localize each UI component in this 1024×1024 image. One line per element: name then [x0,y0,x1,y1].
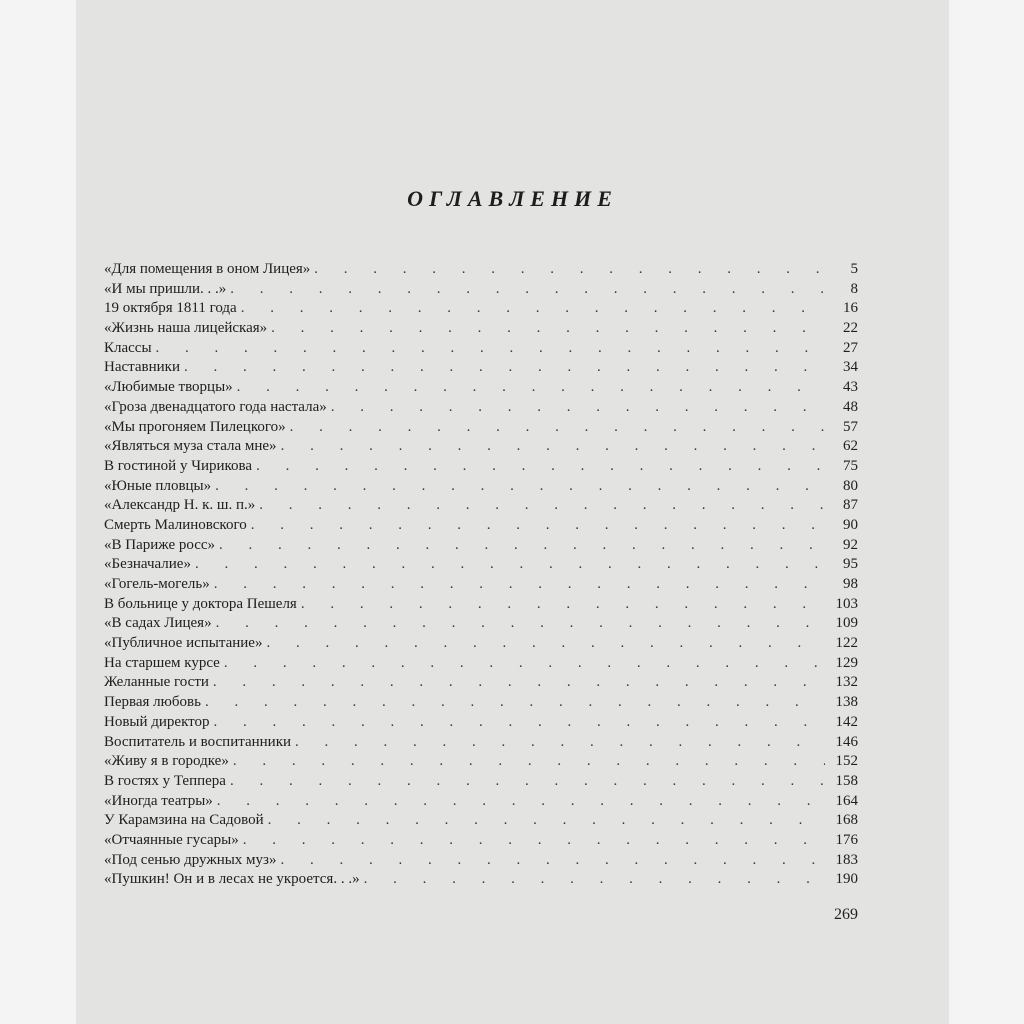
toc-entry-page: 8 [850,280,858,297]
toc-entry-title: «Под сенью дружных муз» [104,851,277,868]
toc-entry-title: В гостях у Теппера [104,772,226,789]
dot-leader [213,673,825,692]
toc-entry-title: Новый директор [104,713,210,730]
toc-entry-page: 183 [835,851,858,868]
dot-leader [301,595,825,614]
dot-leader [214,713,825,732]
toc-entry-title: «Иногда театры» [104,792,213,809]
toc-entry-page: 164 [835,792,858,809]
toc-entry-title: «В садах Лицея» [104,615,212,632]
toc-row [104,772,858,792]
toc-entry-title: Первая любовь [104,694,201,711]
toc-row [104,457,858,477]
toc-entry-page: 57 [843,418,858,435]
toc-row [104,851,858,871]
dot-leader [214,575,825,594]
dot-leader [259,496,825,515]
toc-entry-page: 87 [843,497,858,514]
toc-entry-page: 92 [843,536,858,553]
dot-leader [216,614,825,633]
toc-row [104,654,858,674]
dot-leader [184,358,825,377]
dot-leader [230,280,825,299]
dot-leader [205,693,825,712]
toc-entry-title: «И мы пришли. . .» [104,280,227,297]
dot-leader [241,299,825,318]
toc-row [104,555,858,575]
toc-entry-title: «Юные пловцы» [104,477,212,494]
dot-leader [195,555,825,574]
toc-entry-title: «Гроза двенадцатого года настала» [104,398,327,415]
toc-entry-page: 98 [843,576,858,592]
toc-entry-page: 43 [843,379,858,396]
dot-leader [314,260,825,279]
dot-leader [237,378,825,397]
toc-entry-title: Наставники [104,359,180,376]
toc-entry-page: 95 [843,556,858,573]
toc-entry-page: 80 [843,477,858,494]
toc-entry-title: «Пушкин! Он и в лесах не укроется. . .» [104,871,360,888]
toc-row [104,870,858,890]
toc-entry-page: 109 [835,615,858,632]
toc-row [104,260,858,280]
toc-row [104,477,858,497]
toc-row [104,496,858,516]
book-page [76,0,949,1024]
toc-row [104,378,858,398]
dot-leader [268,811,825,830]
toc-entry-page: 75 [843,457,858,474]
toc-entry-title: «Александр Н. к. ш. п.» [104,497,256,514]
dot-leader [256,457,825,476]
toc-entry-page: 158 [835,772,858,789]
toc-entry-page: 142 [835,713,858,730]
toc-entry-page: 168 [835,812,858,829]
toc-entry-page: 132 [835,674,858,691]
toc-entry-title: В гостиной у Чирикова [104,457,253,474]
toc-entry-page: 176 [835,831,858,848]
toc-entry-page: 27 [843,339,858,356]
toc-entry-page: 103 [835,595,858,612]
toc-row [104,693,858,713]
toc-entry-title: «Безначалие» [104,556,191,573]
toc-entry-title: Классы [104,339,152,356]
toc-row [104,339,858,359]
page-title: ОГЛАВЛЕНИЕ [407,186,618,211]
toc-entry-page: 190 [835,871,858,888]
toc-entry-title: «В Париже росс» [104,536,216,553]
toc-row [104,575,858,595]
toc-entry-title: У Карамзина на Садовой [104,812,264,829]
toc-entry-page: 122 [835,635,858,652]
toc-row [104,831,858,851]
toc-entry-page: 152 [835,753,858,770]
toc-entry-page: 62 [843,438,858,455]
toc-entry-page: 138 [835,694,858,711]
table-of-contents [104,260,858,890]
toc-entry-title: Желанные гости [104,674,209,691]
dot-leader [224,654,825,673]
toc-entry-title: «Живу я в городке» [104,753,229,770]
toc-entry-page: 34 [843,359,858,376]
toc-entry-title: «Гогель-могель» [104,576,210,592]
dot-leader [233,752,825,771]
dot-leader [271,319,825,338]
toc-entry-title: «Являться муза стала мне» [104,438,277,455]
dot-leader [281,437,825,456]
dot-leader [280,851,825,870]
toc-entry-page: 5 [850,261,858,277]
toc-row [104,752,858,772]
toc-row [104,673,858,693]
toc-entry-title: В больнице у доктора Пешеля [104,595,297,612]
dot-leader [243,831,825,850]
dot-leader [290,418,825,437]
toc-row [104,536,858,556]
toc-entry-page: 48 [843,398,858,415]
toc-row [104,792,858,812]
toc-entry-title: «Для помещения в оном Лицея» [104,261,311,277]
dot-leader [230,772,825,791]
toc-entry-title: На старшем курсе [104,654,220,671]
dot-leader [331,398,825,417]
toc-entry-title: «Любимые творцы» [104,379,233,396]
toc-entry-title: «Жизнь наша лицейская» [104,320,268,337]
toc-entry-title: «Отчаянные гусары» [104,831,239,848]
dot-leader [215,477,825,496]
toc-entry-title: «Мы прогоняем Пилецкого» [104,418,286,435]
toc-row [104,614,858,634]
dot-leader [219,536,825,555]
toc-entry-title: «Публичное испытание» [104,635,263,652]
toc-entry-title: Воспитатель и воспитанники [104,733,292,750]
toc-row [104,319,858,339]
toc-entry-page: 22 [843,320,858,337]
toc-entry-title: Смерть Малиновского [104,516,247,533]
toc-row [104,358,858,378]
toc-entry-page: 16 [843,300,858,317]
toc-row [104,437,858,457]
dot-leader [217,792,825,811]
toc-entry-title: 19 октября 1811 года [104,300,237,317]
dot-leader [266,634,825,653]
toc-row [104,733,858,753]
toc-row [104,595,858,615]
page-number: 269 [834,906,858,923]
toc-row [104,398,858,418]
dot-leader [156,339,825,358]
toc-row [104,516,858,536]
toc-entry-page: 90 [843,516,858,533]
toc-row [104,299,858,319]
toc-entry-page: 146 [835,733,858,750]
toc-row [104,418,858,438]
dot-leader [295,733,825,752]
dot-leader [364,870,825,889]
dot-leader [251,516,825,535]
toc-row [104,280,858,300]
toc-entry-page: 129 [835,654,858,671]
toc-row [104,713,858,733]
toc-row [104,811,858,831]
toc-row [104,634,858,654]
